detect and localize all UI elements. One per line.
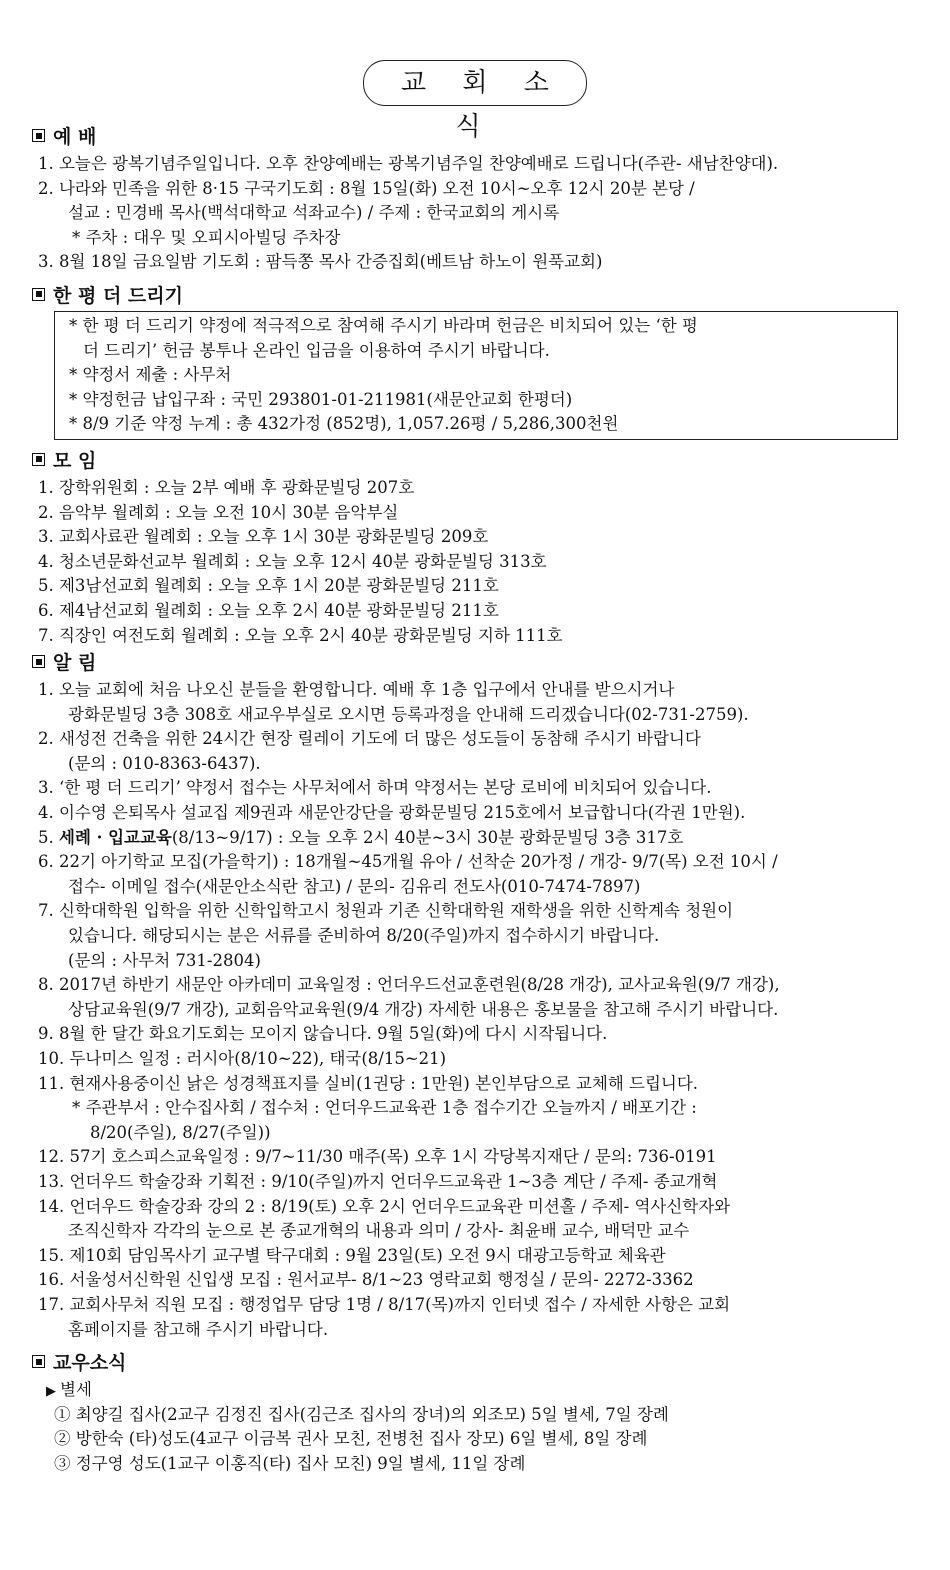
section-heading: 알 림 <box>53 652 97 675</box>
section-heading: 한 평 더 드리기 <box>53 284 183 307</box>
list-item: 5. 세례 · 입교교육(8/13~9/17) : 오늘 오후 2시 40분~3시 30분 광화문빌딩 3층 317호 <box>38 827 684 847</box>
list-item: 3. ‘한 평 더 드리기’ 약정서 접수는 사무처에서 하며 약정서는 본당 로비에 비치되어 있습니다. <box>38 778 712 798</box>
list-item: 6. 제4남선교회 월례회 : 오늘 오후 2시 40분 광화문빌딩 211호 <box>38 600 499 620</box>
members-section <box>32 1348 932 1476</box>
list-item: 4. 청소년문화선교부 월례회 : 오늘 오후 12시 40분 광화문빌딩 313호 <box>38 551 547 571</box>
list-item: 11. 현재사용중이신 낡은 성경책표지를 실비(1권당 : 1만원) 본인부담으로 교체해 드립니다. <box>38 1073 699 1093</box>
section-heading: 모 임 <box>53 449 97 472</box>
list-item: * 약정헌금 납입구좌 : 국민 293801-01-211981(새문안교회 한평더) <box>69 389 573 409</box>
list-item: ③ 정구영 성도(1교구 이홍직(타) 집사 모친) 9일 별세, 11일 장례 <box>54 1453 526 1473</box>
list-item: 1. 오늘 교회에 처음 나오신 분들을 환영합니다. 예배 후 1층 입구에서 안내를 받으시거나 <box>38 680 675 700</box>
worship-section <box>32 122 932 275</box>
list-item: (문의 : 010-8363-6437). <box>68 753 261 773</box>
notices-section <box>32 648 932 1342</box>
list-item: 광화문빌딩 3층 308호 새교우부실로 오시면 등록과정을 안내해 드리겠습니다(02-731-2759). <box>68 704 749 724</box>
subheading: 별세 <box>60 1380 92 1400</box>
list-item: 더 드리기’ 헌금 봉투나 온라인 입금을 이용하여 주시기 바랍니다. <box>83 340 550 360</box>
list-item: 15. 제10회 담임목사기 교구별 탁구대회 : 9월 23일(토) 오전 9시 대광고등학교 체육관 <box>38 1245 666 1265</box>
list-item: ① 최양길 집사(2교구 김정진 집사(김근조 집사의 장녀)의 외조모) 5일 별세, 7일 장례 <box>54 1404 669 1424</box>
list-item: 9. 8월 한 달간 화요기도회는 모이지 않습니다. 9월 5일(화)에 다시 시작됩니다. <box>38 1024 608 1044</box>
list-item: 17. 교회사무처 직원 모집 : 행정업무 담당 1명 / 8/17(목)까지 인터넷 접수 / 자세한 사항은 교회 <box>38 1294 731 1314</box>
list-item: 7. 신학대학원 입학을 위한 신학입학고시 청원과 기존 신학대학원 재학생을 위한 신학계속 청원이 <box>38 901 734 921</box>
square-bullet-icon <box>32 288 45 301</box>
list-item: 8. 2017년 하반기 새문안 아카데미 교육일정 : 언더우드선교훈련원(8/28 개강), 교사교육원(9/7 개강), <box>38 975 780 995</box>
bulletin-content <box>32 122 932 1477</box>
list-item: * 한 평 더 드리기 약정에 적극적으로 참여해 주시기 바라며 헌금은 비치되어 있는 ‘한 평 <box>69 315 698 335</box>
list-item: (문의 : 사무처 731-2804) <box>68 950 261 970</box>
section-heading: 교우소식 <box>53 1352 127 1375</box>
list-item: 1. 장학위원회 : 오늘 2부 예배 후 광화문빌딩 207호 <box>38 477 415 497</box>
section-heading: 예 배 <box>53 126 97 148</box>
list-item: 설교 : 민경배 목사(백석대학교 석좌교수) / 주제 : 한국교회의 게시록 <box>68 203 560 223</box>
list-item: 2. 나라와 민족을 위한 8·15 구국기도회 : 8월 15일(화) 오전 10시~오후 12시 20분 본당 / <box>38 178 695 198</box>
list-item: 홈페이지를 참고해 주시기 바랍니다. <box>68 1319 329 1339</box>
list-item: 16. 서울성서신학원 신입생 모집 : 원서교부- 8/1~23 영락교회 행정실 / 문의- 2272-3362 <box>38 1270 694 1290</box>
list-item: 상담교육원(9/7 개강), 교회음악교육원(9/4 개강) 자세한 내용은 홍보물을 참고해 주시기 바랍니다. <box>68 999 779 1019</box>
list-item: * 8/9 기준 약정 누계 : 총 432가정 (852명), 1,057.26평 / 5,286,300천원 <box>69 414 619 434</box>
list-item: 12. 57기 호스피스교육일정 : 9/7~11/30 매주(목) 오후 1시 각당복지재단 / 문의: 736-0191 <box>38 1147 717 1167</box>
pledge-box <box>54 311 898 440</box>
square-bullet-icon <box>32 655 45 668</box>
square-bullet-icon <box>32 129 45 142</box>
list-item: 3. 교회사료관 월례회 : 오늘 오후 1시 30분 광화문빌딩 209호 <box>38 527 489 547</box>
list-item: 4. 이수영 은퇴목사 설교집 제9권과 새문안강단을 광화문빌딩 215호에서 보급합니다(각권 1만원). <box>38 803 746 823</box>
list-item: 2. 음악부 월례회 : 오늘 오전 10시 30분 음악부실 <box>38 502 399 522</box>
list-item: 5. 제3남선교회 월례회 : 오늘 오후 1시 20분 광화문빌딩 211호 <box>38 576 499 596</box>
bold-label: 세례 · 입교교육 <box>59 827 172 847</box>
list-item: 있습니다. 해당되시는 분은 서류를 준비하여 8/20(주일)까지 접수하시기 바랍니다. <box>68 926 660 946</box>
list-item: 14. 언더우드 학술강좌 강의 2 : 8/19(토) 오후 2시 언더우드교육관 미션홀 / 주제- 역사신학자와 <box>38 1196 731 1216</box>
list-item: 3. 8월 18일 금요일밤 기도회 : 팜득쫑 목사 간증집회(베트남 하노이 원푹교회) <box>38 252 603 272</box>
square-bullet-icon <box>32 1355 45 1368</box>
list-item: 1. 오늘은 광복기념주일입니다. 오후 찬양예배는 광복기념주일 찬양예배로 드립니다(주관- 새남찬양대). <box>38 154 779 173</box>
list-item: * 주관부서 : 안수집사회 / 접수처 : 언더우드교육관 1층 접수기간 오늘까지 / 배포기간 : <box>72 1098 697 1118</box>
list-item: * 약정서 제출 : 사무처 <box>69 365 232 385</box>
list-item: 7. 직장인 여전도회 월례회 : 오늘 오후 2시 40분 광화문빌딩 지하 111호 <box>38 625 563 645</box>
list-item: 조직신학자 각각의 눈으로 본 종교개혁의 내용과 의미 / 강사- 최윤배 교수, 배덕만 교수 <box>68 1221 690 1241</box>
list-item: 2. 새성전 건축을 위한 24시간 현장 릴레이 기도에 더 많은 성도들이 동참해 주시기 바랍니다 <box>38 729 701 749</box>
list-item: 접수- 이메일 접수(새문안소식란 참고) / 문의- 김유리 전도사(010-7474-7897) <box>68 876 641 896</box>
page-title: 교 회 소 식 <box>363 60 587 106</box>
list-item: 13. 언더우드 학술강좌 기획전 : 9/10(주일)까지 언더우드교육관 1~3층 계단 / 주제- 종교개혁 <box>38 1171 718 1191</box>
pledge-section <box>32 281 932 440</box>
list-item: * 주차 : 대우 및 오피시아빌딩 주차장 <box>72 227 341 247</box>
list-item: 10. 두나미스 일정 : 러시아(8/10~22), 태국(8/15~21) <box>38 1049 447 1068</box>
triangle-right-icon: ▶ <box>46 1384 56 1400</box>
square-bullet-icon <box>32 453 45 466</box>
list-item: 8/20(주일), 8/27(주일)) <box>90 1122 271 1142</box>
list-item: 6. 22기 아기학교 모집(가을학기) : 18개월~45개월 유아 / 선착순 20가정 / 개강- 9/7(목) 오전 10시 / <box>38 852 778 872</box>
meetings-section <box>32 446 932 648</box>
list-item: ② 방한숙 (타)성도(4교구 이금복 권사 모친, 전병천 집사 장모) 6일 별세, 8일 장례 <box>54 1429 648 1449</box>
